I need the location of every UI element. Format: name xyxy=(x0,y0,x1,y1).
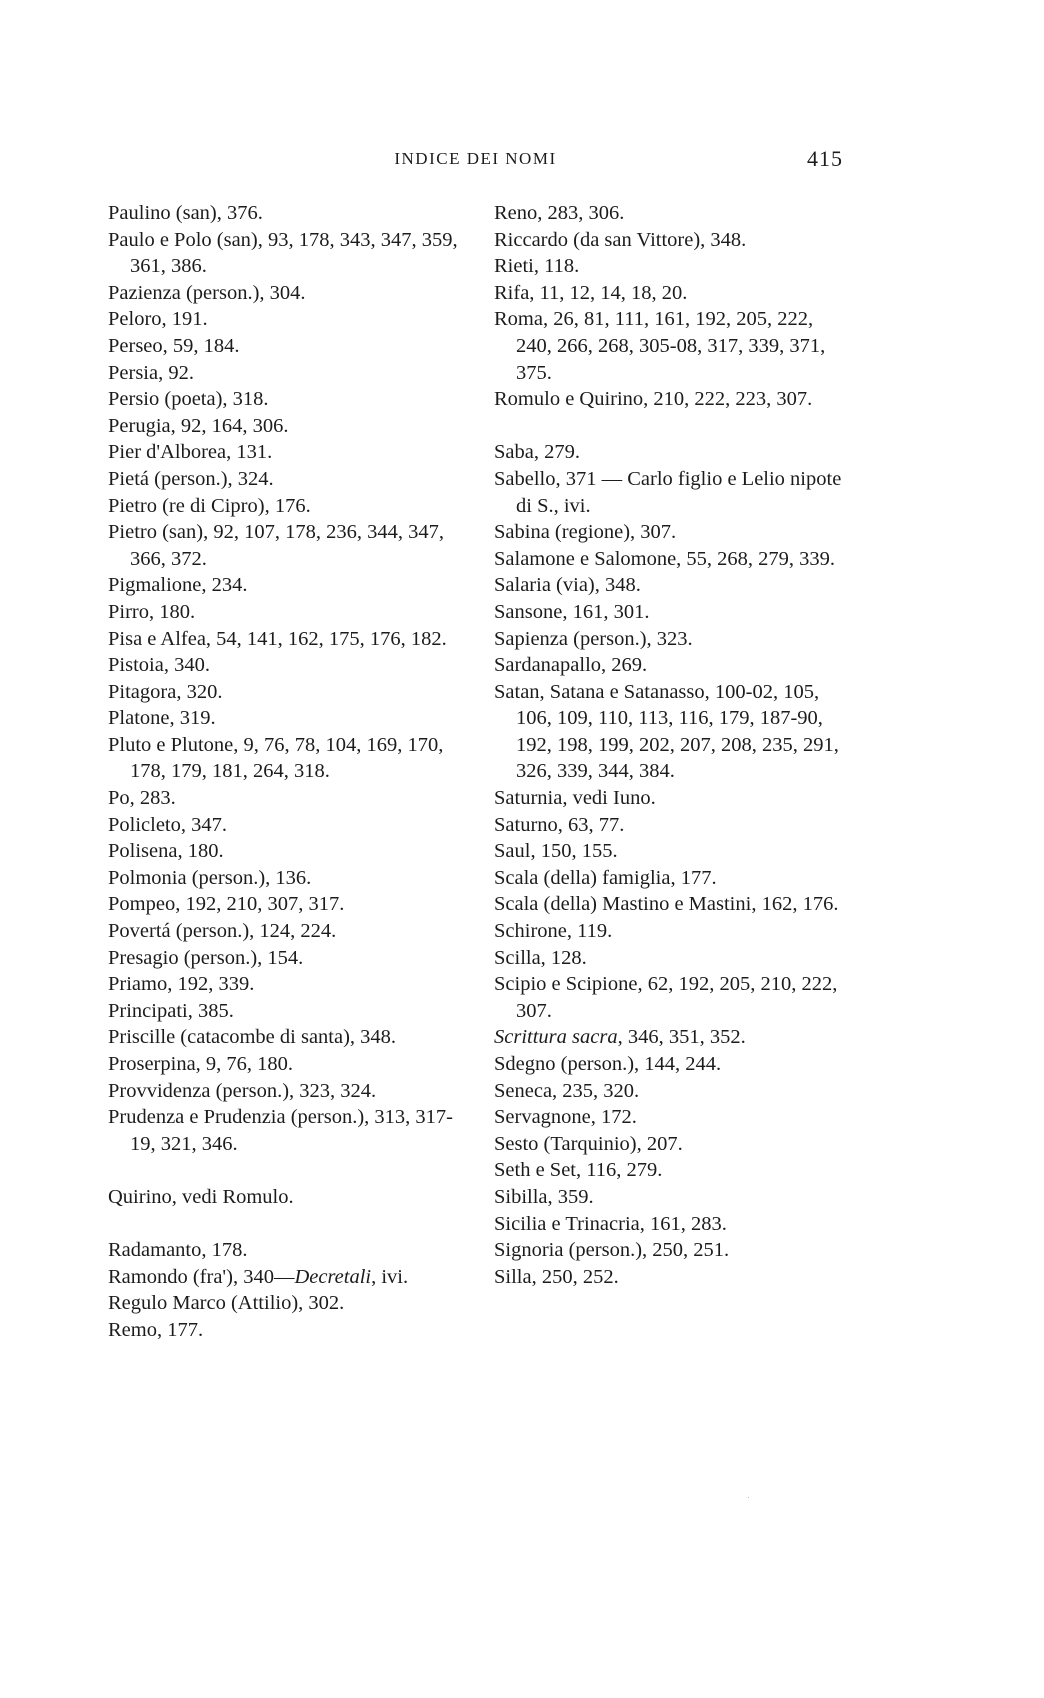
index-entry xyxy=(108,1104,468,1157)
entry-tail: , ivi. xyxy=(371,1265,409,1288)
entry-text: Satan, Satana e Satanasso, 100-02, 105, 106, 109, 110, 113, 116, 179, 187-90, 192, 198, 199, 202, 207, 208, 235, 291, 326, 339, 344, 384. xyxy=(494,680,839,783)
paper-speck xyxy=(748,1497,749,1498)
entry-text: Pietro (re di Cipro), 176. xyxy=(108,494,311,517)
entry-text: Po, 283. xyxy=(108,787,176,810)
entry-text: Sibilla, 359. xyxy=(494,1185,594,1208)
entry-text: Provvidenza (person.), 323, 324. xyxy=(108,1079,377,1102)
index-entry xyxy=(108,865,468,892)
entry-text: Scala (della) famiglia, 177. xyxy=(494,866,717,889)
index-entry xyxy=(108,705,468,732)
index-entry xyxy=(108,599,468,626)
index-entry xyxy=(108,1264,468,1291)
index-entry xyxy=(494,838,854,865)
entry-text: Pigmalione, 234. xyxy=(108,574,248,597)
index-entry xyxy=(494,1104,854,1131)
letter-section-gap xyxy=(108,1157,468,1184)
entry-text: Paulo e Polo (san), 93, 178, 343, 347, 359, 361, 386. xyxy=(108,228,458,278)
index-entry xyxy=(494,1211,854,1238)
entry-text: Perugia, 92, 164, 306. xyxy=(108,414,289,437)
entry-text: Persia, 92. xyxy=(108,361,194,384)
entry-text: Priscille (catacombe di santa), 348. xyxy=(108,1026,397,1049)
index-column-right xyxy=(494,200,854,1290)
entry-text: Scilla, 128. xyxy=(494,946,587,969)
index-entry xyxy=(494,280,854,307)
entry-text: Sabello, 371 — Carlo figlio e Lelio nipote di S., ivi. xyxy=(494,467,842,517)
entry-text: Principati, 385. xyxy=(108,999,234,1022)
entry-text: Pluto e Plutone, 9, 76, 78, 104, 169, 170, 178, 179, 181, 264, 318. xyxy=(108,733,444,783)
letter-section-gap xyxy=(494,413,854,440)
entry-text: Priamo, 192, 339. xyxy=(108,973,255,996)
index-entry xyxy=(494,599,854,626)
index-entry xyxy=(108,785,468,812)
entry-text: Salaria (via), 348. xyxy=(494,574,641,597)
index-entry xyxy=(494,918,854,945)
entry-text: Rifa, 11, 12, 14, 18, 20. xyxy=(494,281,688,304)
index-entry xyxy=(494,971,854,1024)
entry-text: Proserpina, 9, 76, 180. xyxy=(108,1053,294,1075)
index-entry xyxy=(494,891,854,918)
index-entry xyxy=(494,945,854,972)
entry-text: Seth e Set, 116, 279. xyxy=(494,1159,663,1182)
running-title: INDICE DEI NOMI xyxy=(394,149,557,168)
index-entry xyxy=(108,200,468,227)
index-entry xyxy=(108,493,468,520)
index-entry xyxy=(494,1131,854,1158)
index-entry xyxy=(108,1237,468,1264)
index-entry xyxy=(108,519,468,572)
index-entry xyxy=(108,945,468,972)
entry-text: Perseo, 59, 184. xyxy=(108,334,240,357)
index-entry xyxy=(108,1290,468,1317)
index-entry xyxy=(108,1024,468,1051)
entry-text: Povertá (person.), 124, 224. xyxy=(108,920,337,943)
entry-text: Pirro, 180. xyxy=(108,600,196,623)
index-entry xyxy=(108,439,468,466)
index-entry xyxy=(108,1184,468,1211)
index-entry xyxy=(494,386,854,413)
index-entry xyxy=(108,572,468,599)
entry-text: Quirino, vedi Romulo. xyxy=(108,1185,294,1208)
index-entry xyxy=(108,998,468,1025)
index-entry xyxy=(108,227,468,280)
index-entry xyxy=(108,891,468,918)
entry-text: Roma, 26, 81, 111, 161, 192, 205, 222, 240, 266, 268, 305-08, 317, 339, 371, 375. xyxy=(494,308,826,384)
index-entry xyxy=(108,360,468,387)
entry-text: Pistoia, 340. xyxy=(108,654,210,677)
index-entry xyxy=(494,227,854,254)
index-entry xyxy=(494,812,854,839)
entry-text: Sansone, 161, 301. xyxy=(494,600,650,623)
index-entry xyxy=(494,572,854,599)
entry-text: Pier d'Alborea, 131. xyxy=(108,441,273,464)
entry-text: Platone, 319. xyxy=(108,707,216,730)
index-entry xyxy=(494,439,854,466)
index-entry xyxy=(108,466,468,493)
entry-text: Schirone, 119. xyxy=(494,920,613,943)
index-entry xyxy=(494,626,854,653)
entry-text: Regulo Marco (Attilio), 302. xyxy=(108,1292,345,1315)
entry-text: Seneca, 235, 320. xyxy=(494,1079,640,1102)
entry-text: Servagnone, 172. xyxy=(494,1106,637,1129)
entry-text: Scala (della) Mastino e Mastini, 162, 176. xyxy=(494,893,839,916)
index-entry xyxy=(494,1157,854,1184)
index-entry xyxy=(494,652,854,679)
index-entry xyxy=(108,652,468,679)
entry-italic-title: Decretali xyxy=(294,1265,372,1288)
index-entry xyxy=(108,626,468,653)
entry-text: Riccardo (da san Vittore), 348. xyxy=(494,228,747,251)
entry-text: Sicilia e Trinacria, 161, 283. xyxy=(494,1212,727,1235)
entry-text: Peloro, 191. xyxy=(108,308,208,331)
entry-tail: , 346, 351, 352. xyxy=(617,1026,746,1049)
entry-text: Scipio e Scipione, 62, 192, 205, 210, 222, 307. xyxy=(494,973,838,1022)
entry-text: Sardanapallo, 269. xyxy=(494,654,648,677)
index-entry xyxy=(494,306,854,386)
index-entry xyxy=(494,785,854,812)
page-header xyxy=(108,146,843,176)
entry-text: Signoria (person.), 250, 251. xyxy=(494,1239,730,1262)
index-entry xyxy=(494,466,854,519)
entry-text: Salamone e Salomone, 55, 268, 279, 339. xyxy=(494,547,836,570)
page-number: 415 xyxy=(807,146,843,171)
entry-text: Radamanto, 178. xyxy=(108,1239,248,1262)
index-entry xyxy=(494,200,854,227)
index-entry xyxy=(108,386,468,413)
index-entry xyxy=(494,546,854,573)
index-entry xyxy=(108,333,468,360)
index-entry xyxy=(494,1184,854,1211)
index-entry xyxy=(494,519,854,546)
index-entry xyxy=(494,865,854,892)
index-entry xyxy=(494,1051,854,1078)
entry-text: Persio (poeta), 318. xyxy=(108,388,269,411)
entry-text: Paulino (san), 376. xyxy=(108,202,263,224)
index-entry xyxy=(108,732,468,785)
entry-text: Pitagora, 320. xyxy=(108,680,223,703)
entry-text: Sabina (regione), 307. xyxy=(494,521,677,544)
index-entry xyxy=(108,918,468,945)
index-entry xyxy=(494,1237,854,1264)
entry-text: Ramondo (fra'), 340— xyxy=(108,1265,295,1288)
entry-text: Saturnia, vedi Iuno. xyxy=(494,787,656,810)
index-entry xyxy=(494,679,854,785)
entry-text: Sdegno (person.), 144, 244. xyxy=(494,1053,722,1075)
index-entry xyxy=(494,1264,854,1291)
entry-text: Sesto (Tarquinio), 207. xyxy=(494,1132,683,1155)
entry-text: Rieti, 118. xyxy=(494,255,580,278)
entry-text: Pietro (san), 92, 107, 178, 236, 344, 347, 366, 372. xyxy=(108,521,444,570)
entry-text: Romulo e Quirino, 210, 222, 223, 307. xyxy=(494,388,813,411)
entry-text: Prudenza e Prudenzia (person.), 313, 317-19, 321, 346. xyxy=(108,1106,453,1155)
entry-text: Saba, 279. xyxy=(494,441,580,464)
entry-text: Policleto, 347. xyxy=(108,813,228,836)
entry-text: Saturno, 63, 77. xyxy=(494,813,625,836)
letter-section-gap xyxy=(108,1211,468,1238)
entry-text: Pompeo, 192, 210, 307, 317. xyxy=(108,893,345,916)
index-entry xyxy=(108,971,468,998)
entry-text: Pazienza (person.), 304. xyxy=(108,281,306,304)
entry-text: Polmonia (person.), 136. xyxy=(108,866,312,889)
entry-text: Saul, 150, 155. xyxy=(494,840,618,863)
index-entry xyxy=(108,306,468,333)
index-entry xyxy=(108,812,468,839)
index-column-left xyxy=(108,200,468,1344)
entry-text: Remo, 177. xyxy=(108,1318,204,1341)
index-entry xyxy=(108,413,468,440)
index-entry xyxy=(494,1078,854,1105)
entry-italic-title: Scrittura sacra xyxy=(494,1026,618,1049)
entry-text: Polisena, 180. xyxy=(108,840,224,863)
entry-text: Reno, 283, 306. xyxy=(494,202,625,224)
index-entry xyxy=(108,838,468,865)
index-entry xyxy=(108,1051,468,1078)
index-entry xyxy=(494,1024,854,1051)
index-entry xyxy=(108,1317,468,1344)
entry-text: Pisa e Alfea, 54, 141, 162, 175, 176, 182. xyxy=(108,627,447,650)
index-entry xyxy=(108,679,468,706)
entry-text: Sapienza (person.), 323. xyxy=(494,627,693,650)
entry-text: Pietá (person.), 324. xyxy=(108,467,274,490)
entry-text: Silla, 250, 252. xyxy=(494,1265,619,1288)
index-entry xyxy=(494,253,854,280)
index-entry xyxy=(108,1078,468,1105)
entry-text: Presagio (person.), 154. xyxy=(108,946,304,969)
index-entry xyxy=(108,280,468,307)
